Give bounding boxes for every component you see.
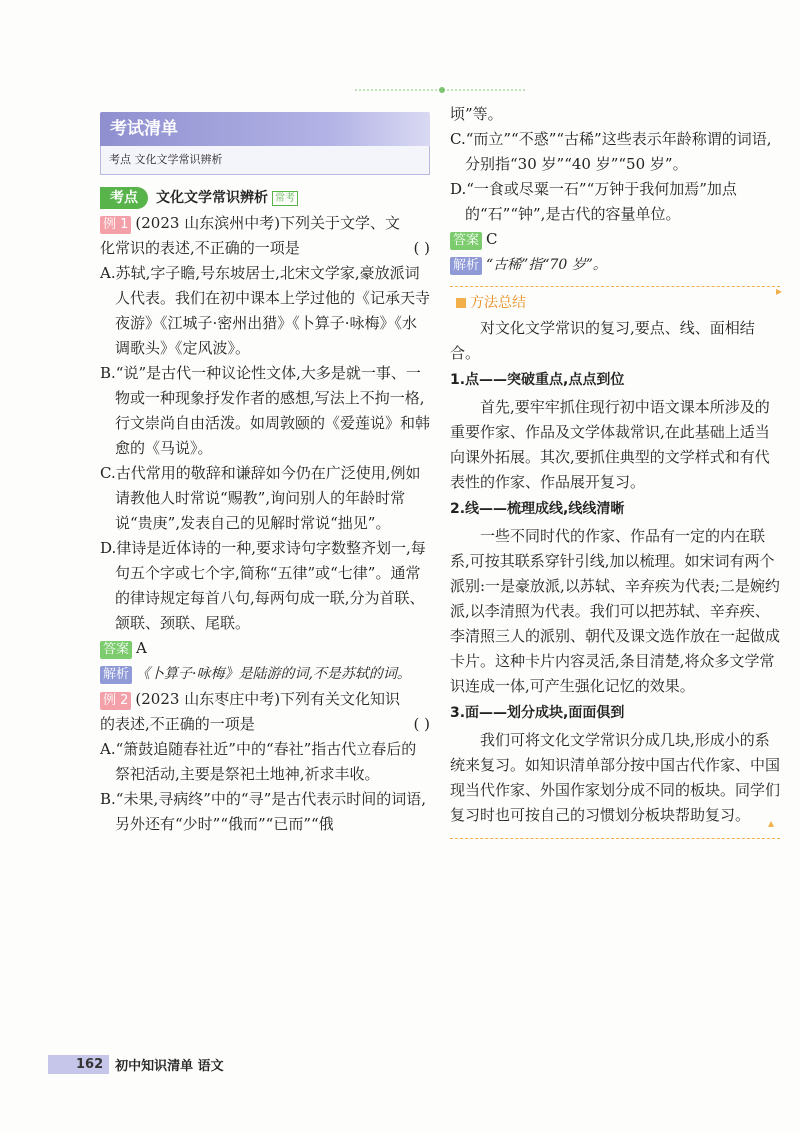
method-summary-label: 方法总结 [470,295,526,311]
example2-analysis-text: “古稀”指“70 岁”。 [486,257,607,273]
example1-option-d: D.律诗是近体诗的一种,要求诗句字数整齐划一,每句五个字或七个字,简称“五律”或“七律”。通常的律诗规定每首八句,每两句成一联,分为首联、颔联、颈联、尾联。 [100,539,426,632]
example1-option-c: C.古代常用的敬辞和谦辞如今仍在广泛使用,例如请教他人时常说“赐教”,询问别人的年龄时常说“贵庚”,发表自己的见解时常说“拙见”。 [100,464,421,532]
method-point-1-text: 首先,要牢牢抓住现行初中语文课本所涉及的重要作家、作品及文学体裁常识,在此基础上适当向课外拓展。其次,要抓住典型的文学样式和有代表性的作家、作品展开复习。 [450,398,770,491]
right-column [450,102,780,839]
answer-paren-2: ( ) [413,715,430,733]
example2-option-b-cont: 顷”等。 [450,105,503,123]
method-point-2-text: 一些不同时代的作家、作品有一定的内在联系,可按其联系穿针引线,加以梳理。如宋词有两个派别:一是豪放派,以苏轼、辛弃疾为代表;二是婉约派,以李清照为代表。我们可以把苏轼、辛弃疾、李清照三人的派别、朝代及课文选作放在一起做成卡片。这种卡片内容灵活,条目清楚,将众多文学常识连成一体,可产生强化记忆的效果。 [450,527,781,695]
footer-book-title: 初中知识清单 语文 [115,1059,224,1074]
example2-option-d: D.“一食或尽粟一石”“万钟于我何加焉”加点的“石”“钟”,是古代的容量单位。 [450,180,737,223]
method-point-3-text: 我们可将文化文学常识分成几块,形成小的系统来复习。如知识清单部分按中国古代作家、中国现当代作家、外国作家划分成不同的板块。同学们复习时也可按自己的习惯划分板块帮助复习。 [450,731,781,824]
example1-option-a: A.苏轼,字子瞻,号东坡居士,北宋文学家,豪放派词人代表。我们在初中课本上学过他的《记承天寺夜游》《江城子·密州出猎》《卜算子·咏梅》《水调歌头》《定风波》。 [100,264,431,357]
frequent-badge: 常考 [272,191,298,206]
method-square-icon [456,298,466,308]
divider-dot [439,87,445,93]
analysis-tag: 解析 [100,666,132,684]
knowledge-point-row [100,185,430,211]
example1-line1: (2023 山东滨州中考)下列关于文学、文 [135,214,401,232]
page-footer [48,1055,224,1074]
arrow-up-icon: ▴ [767,816,774,830]
example2-answer [450,227,780,252]
method-intro: 对文化文学常识的复习,要点、线、面相结合。 [450,319,755,362]
method-summary-title [456,291,780,316]
left-column [100,112,430,837]
example1-line2: 化常识的表述,不正确的一项是 [100,239,300,257]
example1-answer [100,636,430,661]
method-point-1-title: 1.点——突破重点,点点到位 [450,372,625,388]
example2-analysis [450,252,780,278]
example1-answer-value: A [136,639,147,657]
knowledge-point-tag: 考点 [100,187,148,209]
analysis-tag-2: 解析 [450,257,482,275]
arrow-right-icon: ▸ [775,284,782,298]
example1-analysis [100,661,430,687]
answer-tag: 答案 [100,641,132,659]
example2-line2: 的表述,不正确的一项是 [100,715,255,733]
example1-option-b: B.“说”是古代一种议论性文体,大多是就一事、一物或一种现象抒发作者的感想,写法上不拘一格,行文崇尚自由活泼。如周敦颐的《爱莲说》和韩愈的《马说》。 [100,364,431,457]
example2-option-b: B.“未果,寻病终”中的“寻”是古代表示时间的词语,另外还有“少时”“俄而”“已而”“俄 [100,790,427,833]
answer-paren: ( ) [413,239,430,257]
method-point-2-title: 2.线——梳理成线,线线清晰 [450,501,625,517]
knowledge-point-title: 文化文学常识辨析 [156,189,268,206]
example2-answer-value: C [486,230,498,248]
example2-option-a: A.“箫鼓追随春社近”中的“春社”指古代立春后的祭祀活动,主要是祭祀土地神,祈求丰收。 [100,740,417,783]
example1-tag: 例 1 [100,216,131,234]
exam-list-header: 考试清单 [100,112,430,146]
exam-list-subtitle: 考点 文化文学常识辨析 [100,146,430,175]
answer-tag-2: 答案 [450,232,482,250]
example1-analysis-text: 《卜算子·咏梅》是陆游的词,不是苏轼的词。 [136,666,411,682]
method-summary-box [450,286,780,839]
example2-tag: 例 2 [100,692,131,710]
top-dotted-divider [355,89,525,91]
example1-question [100,211,430,261]
method-point-3-title: 3.面——划分成块,面面俱到 [450,705,625,721]
example2-question [100,687,430,737]
page-number: 162 [48,1055,109,1074]
example2-line1: (2023 山东枣庄中考)下列有关文化知识 [135,690,401,708]
example2-option-c: C.“而立”“不惑”“古稀”这些表示年龄称谓的词语,分别指“30 岁”“40 岁”“50 岁”。 [450,130,772,173]
